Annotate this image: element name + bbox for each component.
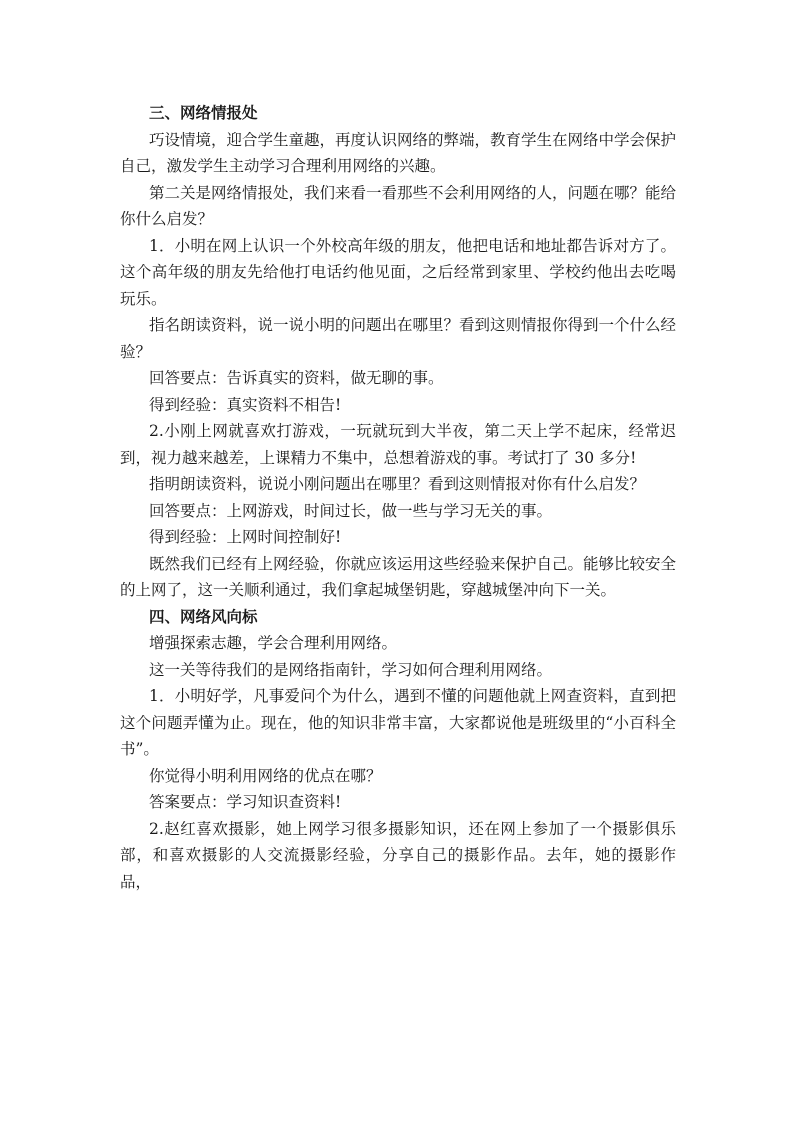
paragraph: 答案要点：学习知识查资料!: [149, 793, 342, 811]
paragraph: 既然我们已经有上网经验，你就应该运用这些经验来保护自己。能够比较安全的上网了，这一关顺利通过，我们拿起城堡钥匙，穿越城堡冲向下一关。: [120, 554, 677, 599]
paragraph: 1．小明好学，凡事爱问个为什么，遇到不懂的问题他就上网查资料，直到把这个问题弄懂为止。现在，他的知识非常丰富，大家都说他是班级里的“小百科全书”。: [120, 687, 676, 758]
paragraph: 得到经验：上网时间控制好!: [149, 528, 342, 546]
paragraph: 回答要点：上网游戏，时间过长，做一些与学习无关的事。: [149, 501, 553, 520]
paragraph: 第二关是网络情报处，我们来看一看那些不会利用网络的人，问题在哪？能给你什么启发？: [120, 183, 677, 228]
paragraph: 你觉得小明利用网络的优点在哪？: [149, 766, 382, 785]
paragraph: 2.小刚上网就喜欢打游戏，一玩就玩到大半夜，第二天上学不起床，经常迟到，视力越来越差，上课精力不集中，总想着游戏的事。考试打了 30 多分!: [120, 422, 676, 467]
paragraph: 2.赵红喜欢摄影，她上网学习很多摄影知识，还在网上参加了一个摄影俱乐部，和喜欢摄影的人交流摄影经验，分享自己的摄影作品。去年，她的摄影作品，: [120, 819, 676, 891]
paragraph: 回答要点：告诉真实的资料，做无聊的事。: [149, 369, 444, 387]
paragraph: 增强探索志趣，学会合理利用网络。: [149, 634, 398, 652]
paragraph: 指名朗读资料，说一说小明的问题出在哪里？看到这则情报你得到一个什么经验？: [120, 316, 677, 361]
section-heading: 四、网络风向标: [149, 606, 258, 626]
paragraph: 指明朗读资料，说说小刚问题出在哪里？看到这则情报对你有什么启发？: [149, 475, 646, 493]
paragraph: 这一关等待我们的是网络指南针，学习如何合理利用网络。: [149, 660, 553, 679]
paragraph: 得到经验：真实资料不相告!: [149, 395, 342, 414]
document-body: [120, 100, 676, 895]
paragraph: 1．小明在网上认识一个外校高年级的朋友，他把电话和地址都告诉对方了。这个高年级的朋友先给他打电话约他见面，之后经常到家里、学校约他出去吃喝玩乐。: [120, 236, 676, 308]
section-heading: 三、网络情报处: [149, 103, 258, 122]
paragraph: 巧设情境，迎合学生童趣，再度认识网络的弊端，教育学生在网络中学会保护自己，激发学生主动学习合理利用网络的兴趣。: [120, 130, 677, 175]
